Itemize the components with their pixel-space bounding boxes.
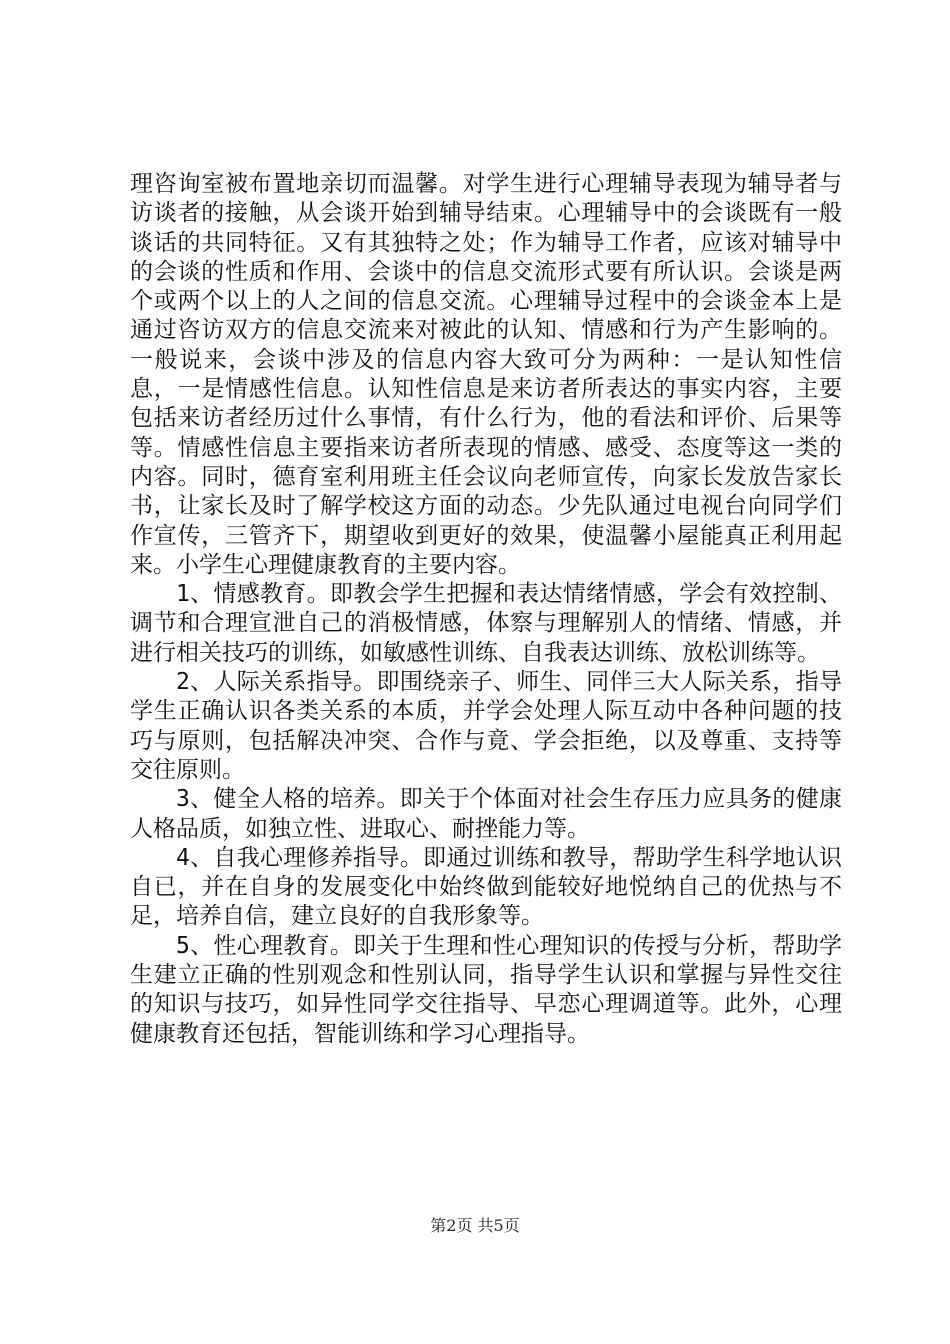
paragraph-item-2: 2、人际关系指导。即围绕亲子、师生、同伴三大人际关系，指导学生正确认识各类关系的本质，并学会处理人际互动中各种问题的技巧与原则，包括解决冲突、合作与竟、学会拒绝，以及尊重、支持等交往原则。: [130, 669, 842, 783]
page-number-footer: 第2页 共5页: [430, 1216, 520, 1235]
paragraph-item-3: 3、健全人格的培养。即关于个体面对社会生存压力应具务的健康人格品质，如独立性、进取心、耐挫能力等。: [130, 786, 842, 842]
paragraph-item-4: 4、自我心理修养指导。即通过训练和教导，帮助学生科学地认识自已，并在自身的发展变化中始终做到能较好地悦纳自己的优热与不足，培养自信，建立良好的自我形象等。: [130, 844, 842, 930]
paragraph-item-5: 5、性心理教育。即关于生理和性心理知识的传授与分析，帮助学生建立正确的性别观念和性别认同，指导学生认识和掌握与异性交往的知识与技巧，如异性同学交往指导、早恋心理调道等。此外，心理健康教育还包括，智能训练和学习心理指导。: [130, 932, 842, 1047]
paragraph-intro: 理咨询室被布置地亲切而温馨。对学生进行心理辅导表现为辅导者与访谈者的接触，从会谈开始到辅导结束。心理辅导中的会谈既有一般谈话的共同特征。又有其独特之处；作为辅导工作者，应该对辅导中的会谈的性质和作用、会谈中的信息交流形式要有所认识。会谈是两个或两个以上的人之间的信息交流。心理辅导过程中的会谈金本上是通过咨访双方的信息交流来对被此的认知、情感和行为产生影响的。一般说来，会谈中涉及的信息内容大致可分为两种：一是认知性信息，一是情感性信息。认知性信息是来访者所表达的事实内容，主要包括来访者经历过什么事情，有什么行为，他的看法和评价、后果等等。情感性信息主要指来访者所表现的情感、感受、态度等这一类的内容。同时，德育室利用班主任会议向老师宣传，向家长发放告家长书，让家长及时了解学校这方面的动态。少先队通过电视台向同学们作宣传，三管齐下，期望收到更好的效果，使温馨小屋能真正利用起来。小学生心理健康教育的主要内容。: [130, 171, 842, 578]
paragraph-item-1: 1、情感教育。即教会学生把握和表达情绪情感，学会有效控制、调节和合理宣泄自己的消极情感，体察与理解别人的情绪、情感，并进行相关技巧的训练，如敏感性训练、自我表达训练、放松训练等。: [130, 581, 842, 666]
document-body: [130, 170, 842, 1049]
